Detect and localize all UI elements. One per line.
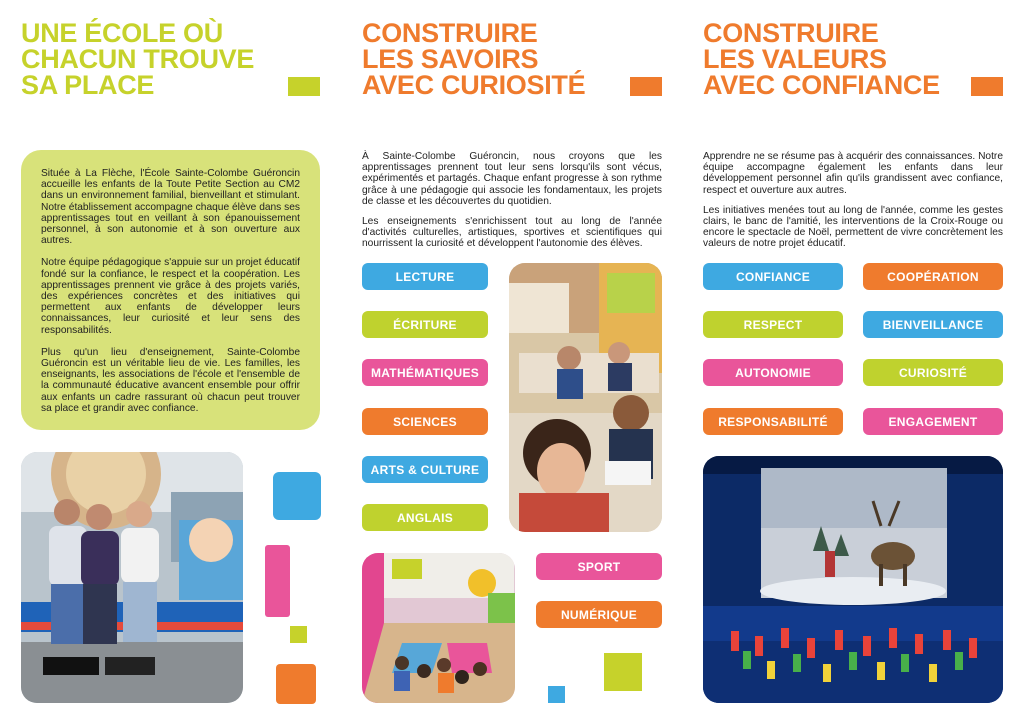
blue-square-deco (273, 472, 321, 520)
pill-engagement: ENGAGEMENT (863, 408, 1003, 435)
pill-cooperation: COOPÉRATION (863, 263, 1003, 290)
col2-title-line-2: LES SAVOIRS (362, 44, 539, 74)
green-square-deco-3 (604, 653, 642, 691)
pill-bienveillance: BIENVEILLANCE (863, 311, 1003, 338)
col2-title-line-3: AVEC CURIOSITÉ (362, 70, 586, 100)
col3-title (703, 20, 983, 98)
col1-paragraph-2: Notre équipe pédagogique s'appuie sur un projet éducatif fondé sur la confiance, le respect et la coopération. Les apprentissages prennent vie grâce à des projets variés, des expériences concrètes et des initiatives qui permettent aux enfants de développer leurs connaissances, leur curiosité et leur sens des responsabilités. (41, 257, 300, 336)
pink-bar-deco (265, 545, 290, 617)
col3-title-line-3: AVEC CONFIANCE (703, 70, 940, 100)
pill-responsabilite: RESPONSABILITÉ (703, 408, 843, 435)
col1-paragraph-1: Située à La Flèche, l'École Sainte-Colombe Guéroncin accueille les enfants de la Toute Petite Section au CM2 dans un environnement familial, bienveillant et stimulant. Notre établissement accompagne chaque élève dans ses apprentissages tout en veillant à son épanouissement personnel, à son autonomie et à son ouverture aux autres. (41, 168, 300, 247)
col2-text (362, 151, 662, 259)
pill-mathematiques: MATHÉMATIQUES (362, 359, 488, 386)
students-bench-photo (21, 452, 243, 703)
pill-autonomie: AUTONOMIE (703, 359, 843, 386)
col3-paragraph-2: Les initiatives menées tout au long de l'année, comme les gestes clairs, le banc de l'amitié, les interventions de la Croix-Rouge ou encore le spectacle de Noël, permettent de vivre concrètement les valeurs de notre projet éducatif. (703, 204, 1003, 250)
col3-paragraph-1: Apprendre ne se résume pas à acquérir des connaissances. Notre équipe accompagne également les enfants dans leur développement personnel afin qu'ils grandissent avec confiance, respect et ouverture aux autres. (703, 151, 1003, 196)
pill-sciences: SCIENCES (362, 408, 488, 435)
pill-sport: SPORT (536, 553, 662, 580)
pill-ecriture: ÉCRITURE (362, 311, 488, 338)
pill-numerique: NUMÉRIQUE (536, 601, 662, 628)
orange-square-deco (276, 664, 316, 704)
orange-square-deco-2 (630, 77, 662, 96)
col1-paragraph-3: Plus qu'un lieu d'enseignement, Sainte-Colombe Guéroncin est un véritable lieu de vie. Les familles, les enseignants, les associations de l'école et l'ensemble de la communauté éducative avancent ensemble pour offrir aux enfants un cadre rassurant où chacun peut trouver sa place et grandir avec confiance. (41, 346, 300, 414)
col2-paragraph-2: Les enseignements s'enrichissent tout au long de l'année d'activités culturelles, artistiques, sportives et scientifiques qui nourrissent la curiosité et développent l'autonomie des élèves. (362, 216, 662, 250)
col1-title-line-1: UNE ÉCOLE OÙ (21, 18, 223, 48)
blue-small-square-deco (548, 686, 565, 703)
col1-title (21, 20, 281, 98)
intro-box (21, 150, 320, 430)
playroom-photo (362, 553, 515, 703)
col3-title-line-2: LES VALEURS (703, 44, 887, 74)
col1-title-line-3: SA PLACE (21, 70, 155, 100)
col3-text (703, 151, 1003, 259)
green-square-deco (288, 77, 320, 96)
christmas-show-photo (703, 456, 1003, 703)
col2-paragraph-1: À Sainte-Colombe Guéroncin, nous croyons que les apprentissages prennent tout leur sens lorsqu'ils sont vécus, expérimentés et partagés. Chaque enfant progresse à son rythme grâce à une pédagogie qui associe les fondamentaux, les projets de classe et les découvertes du quotidien. (362, 151, 662, 207)
orange-square-deco-3 (971, 77, 1003, 96)
col3-title-line-1: CONSTRUIRE (703, 18, 879, 48)
classroom-photo (509, 263, 662, 532)
pill-anglais: ANGLAIS (362, 504, 488, 531)
pill-respect: RESPECT (703, 311, 843, 338)
col1-title-line-2: CHACUN TROUVE (21, 44, 255, 74)
pill-confiance: CONFIANCE (703, 263, 843, 290)
pill-arts-culture: ARTS & CULTURE (362, 456, 488, 483)
pill-lecture: LECTURE (362, 263, 488, 290)
col2-title-line-1: CONSTRUIRE (362, 18, 538, 48)
green-small-square-deco (290, 626, 307, 643)
pill-curiosite: CURIOSITÉ (863, 359, 1003, 386)
col2-title (362, 20, 642, 98)
